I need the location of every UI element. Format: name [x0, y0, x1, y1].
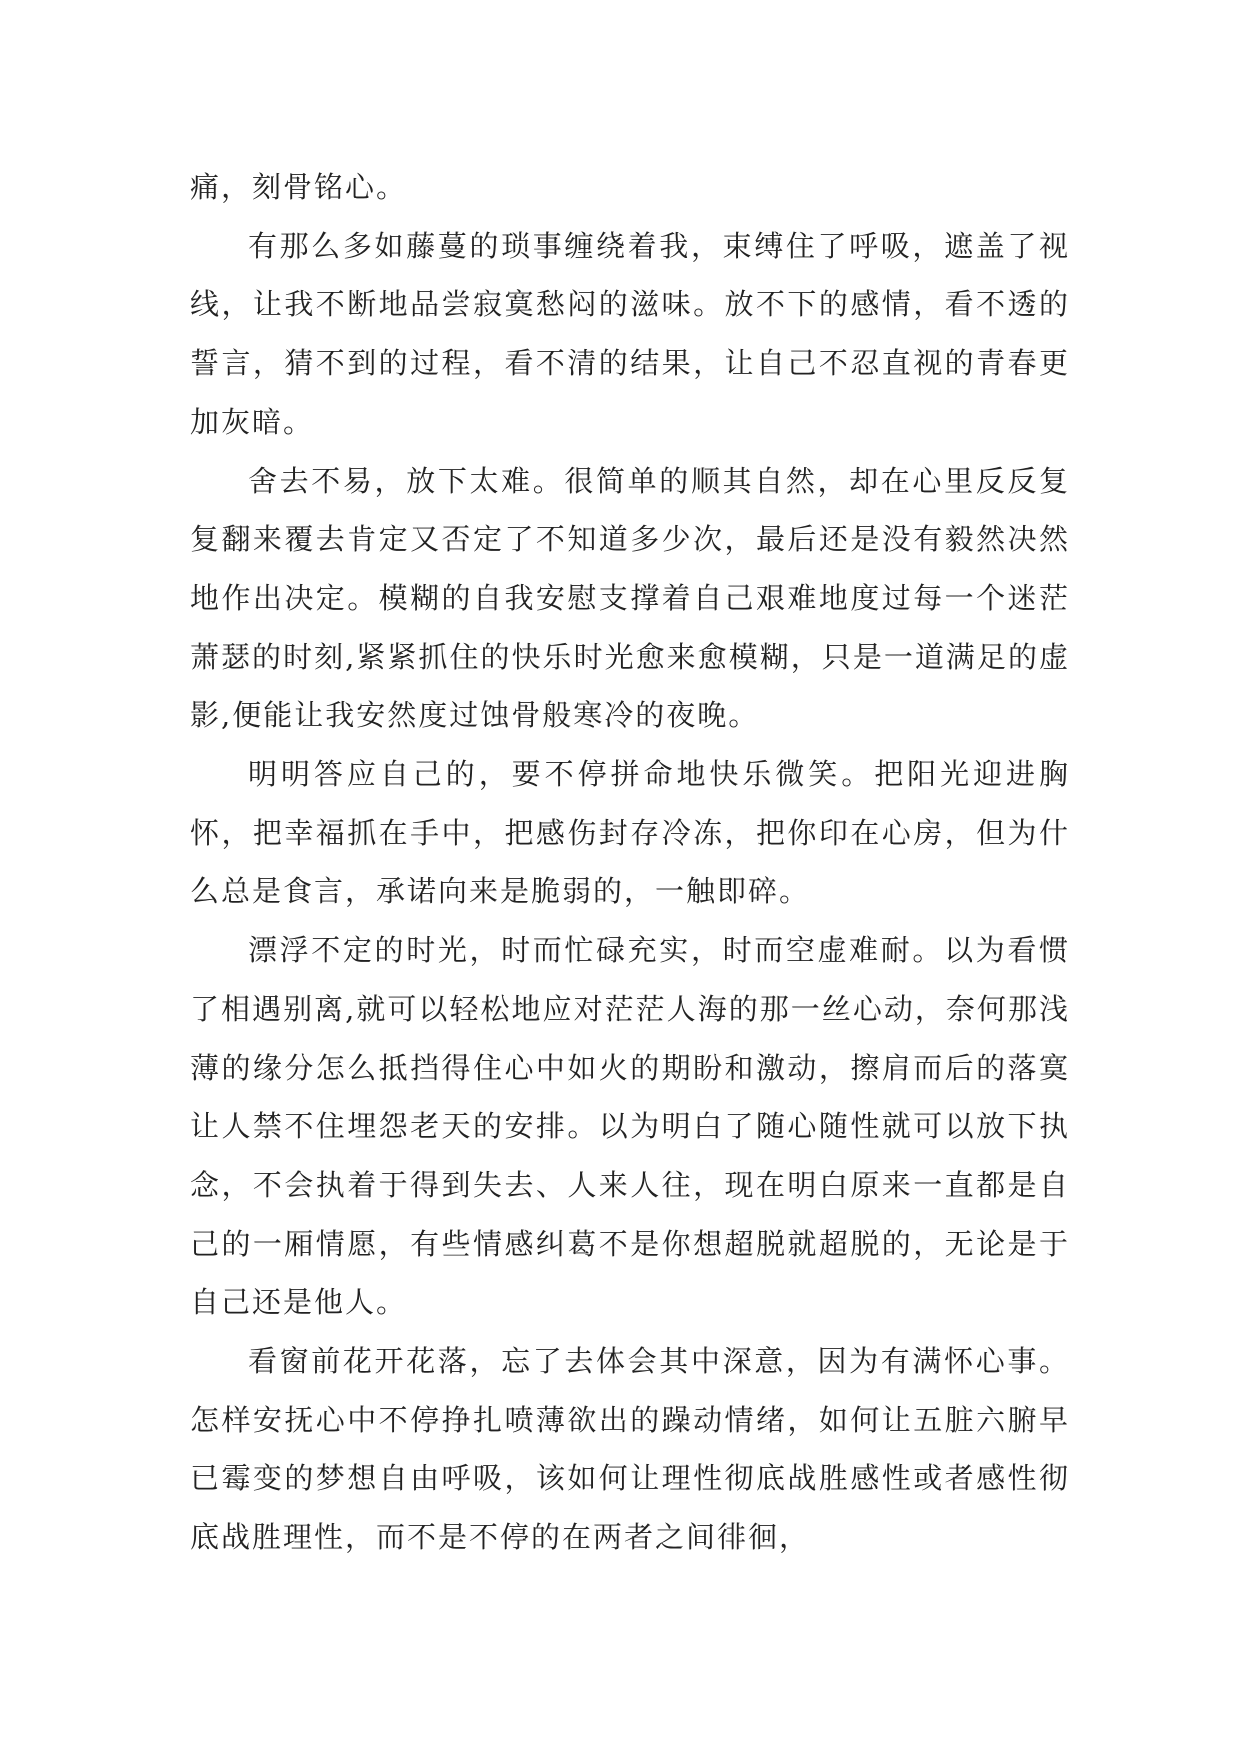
paragraph: 看窗前花开花落，忘了去体会其中深意，因为有满怀心事。怎样安抚心中不停挣扎喷薄欲出的躁动情绪，如何让五脏六腑早已霉变的梦想自由呼吸，该如何让理性彻底战胜感性或者感性彻底战胜理性，而不是不停的在两者之间徘徊， — [190, 1344, 1070, 1555]
paragraph: 明明答应自己的，要不停拼命地快乐微笑。把阳光迎进胸怀，把幸福抓在手中，把感伤封存冷冻，把你印在心房，但为什么总是食言，承诺向来是脆弱的，一触即碎。 — [190, 757, 1070, 909]
paragraph: 漂浮不定的时光，时而忙碌充实，时而空虚难耐。以为看惯了相遇别离,就可以轻松地应对茫茫人海的那一丝心动，奈何那浅薄的缘分怎么抵挡得住心中如火的期盼和激动，擦肩而后的落寞让人禁不住埋怨老天的安排。以为明白了随心随性就可以放下执念，不会执着于得到失去、人来人往，现在明白原来一直都是自己的一厢情愿，有些情感纠葛不是你想超脱就超脱的，无论是于自己还是他人。 — [190, 933, 1070, 1320]
document-body — [190, 158, 1070, 1567]
paragraph: 舍去不易，放下太难。很简单的顺其自然，却在心里反反复复翻来覆去肯定又否定了不知道多少次，最后还是没有毅然决然地作出决定。模糊的自我安慰支撑着自己艰难地度过每一个迷茫萧瑟的时刻,紧紧抓住的快乐时光愈来愈模糊，只是一道满足的虚影,便能让我安然度过蚀骨般寒冷的夜晚。 — [190, 463, 1070, 733]
paragraph-continuation: 痛，刻骨铭心。 — [190, 170, 408, 204]
paragraph: 有那么多如藤蔓的琐事缠绕着我，束缚住了呼吸，遮盖了视线，让我不断地品尝寂寞愁闷的滋味。放不下的感情，看不透的誓言，猜不到的过程，看不清的结果，让自己不忍直视的青春更加灰暗。 — [190, 228, 1070, 439]
